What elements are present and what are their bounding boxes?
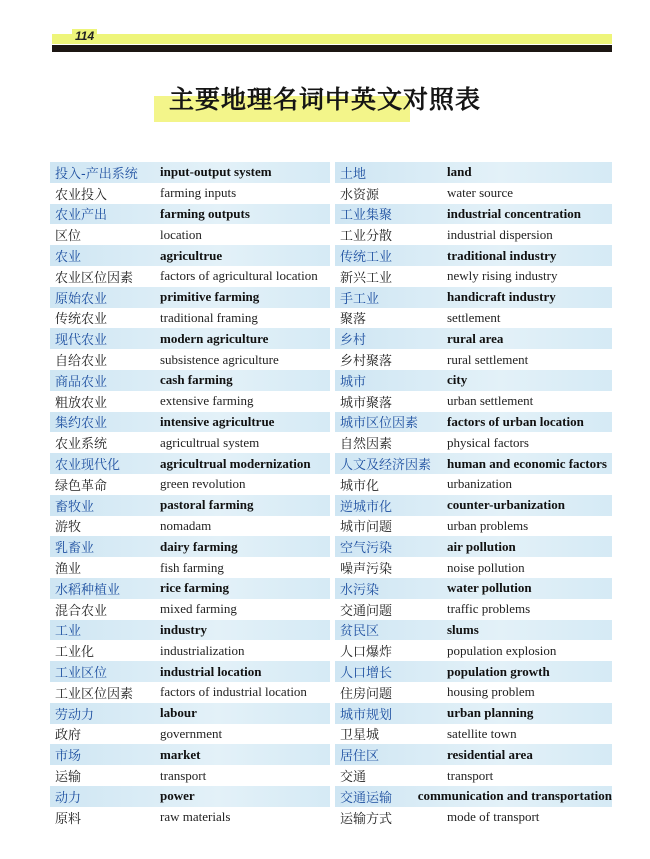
term-chinese: 噪声污染 (340, 562, 393, 578)
term-english: urban problems (447, 517, 529, 533)
term-chinese: 粗放农业 (55, 395, 108, 411)
term-english: industrial dispersion (447, 226, 553, 242)
term-english: raw materials (160, 809, 231, 825)
term-chinese: 城市规划 (340, 707, 393, 723)
glossary-row (335, 661, 612, 682)
term-chinese: 集约农业 (55, 416, 108, 432)
term-chinese: 原始农业 (55, 291, 108, 307)
glossary-row (335, 183, 612, 204)
term-english: transport (160, 767, 207, 783)
term-english: satellite town (447, 725, 517, 741)
glossary-row (50, 661, 330, 682)
term-english: air pollution (447, 538, 516, 554)
term-chinese: 劳动力 (55, 707, 95, 723)
glossary-row (50, 786, 330, 807)
term-chinese: 游牧 (55, 520, 82, 536)
term-chinese: 工业区位因素 (55, 686, 134, 702)
term-chinese: 聚落 (340, 312, 367, 328)
term-english: market (160, 746, 201, 762)
term-english: land (447, 164, 472, 180)
term-chinese: 水稻种植业 (55, 582, 121, 598)
term-chinese: 政府 (55, 728, 82, 744)
term-english: population growth (447, 663, 550, 679)
glossary-row (335, 162, 612, 183)
term-chinese: 农业产出 (55, 208, 108, 224)
glossary-row (335, 744, 612, 765)
glossary-row (335, 370, 612, 391)
glossary-row (50, 682, 330, 703)
term-english: water source (447, 185, 514, 201)
glossary-row (50, 640, 330, 661)
term-english: location (160, 226, 202, 242)
glossary-row (50, 599, 330, 620)
term-chinese: 畜牧业 (55, 499, 95, 515)
header-black-rule (52, 45, 612, 52)
glossary-row (335, 474, 612, 495)
glossary-row (335, 536, 612, 557)
term-chinese: 乡村 (340, 333, 367, 349)
term-english: water pollution (447, 580, 532, 596)
term-chinese: 住房问题 (340, 686, 393, 702)
term-chinese: 水资源 (340, 187, 380, 203)
term-chinese: 农业现代化 (55, 458, 121, 474)
term-english: traditional industry (447, 247, 557, 263)
glossary-row (50, 516, 330, 537)
term-english: labour (160, 705, 197, 721)
term-english: population explosion (447, 642, 557, 658)
glossary-row (50, 370, 330, 391)
term-chinese: 手工业 (340, 291, 380, 307)
term-chinese: 工业化 (55, 645, 95, 661)
term-english: newly rising industry (447, 268, 558, 284)
term-english: factors of agricultural location (160, 268, 318, 284)
term-english: handicraft industry (447, 289, 556, 305)
term-english: agricultrual system (160, 434, 260, 450)
term-english: rice farming (160, 580, 229, 596)
glossary-row (335, 640, 612, 661)
term-chinese: 投入-产出系统 (55, 166, 138, 182)
term-chinese: 自然因素 (340, 437, 393, 453)
term-chinese: 交通 (340, 770, 367, 785)
term-english: transport (447, 767, 494, 783)
glossary-row (50, 453, 330, 474)
glossary-row (50, 162, 330, 183)
glossary-row (50, 474, 330, 495)
term-chinese: 人文及经济因素 (340, 458, 432, 474)
glossary-row (50, 724, 330, 745)
term-english: physical factors (447, 434, 529, 450)
glossary-row (335, 328, 612, 349)
term-chinese: 城市聚落 (340, 395, 393, 411)
term-english: city (447, 372, 468, 388)
term-chinese: 混合农业 (55, 603, 108, 619)
glossary-row (50, 391, 330, 412)
glossary-row (335, 224, 612, 245)
glossary-row (50, 266, 330, 287)
glossary-row (335, 204, 612, 225)
page-title: 主要地理名词中英文对照表 (168, 85, 481, 114)
glossary-row (50, 807, 330, 828)
glossary-row (50, 204, 330, 225)
term-chinese: 工业集聚 (340, 208, 393, 224)
glossary-row (335, 599, 612, 620)
term-chinese: 农业区位因素 (55, 270, 134, 286)
glossary-left-column (50, 162, 330, 828)
term-english: agricultrual modernization (160, 455, 311, 471)
term-chinese: 乡村聚落 (340, 354, 393, 370)
glossary-row (335, 682, 612, 703)
term-english: human and economic factors (447, 455, 607, 471)
glossary-row (50, 620, 330, 641)
glossary-row (335, 308, 612, 329)
term-english: dairy farming (160, 538, 238, 554)
term-english: government (160, 725, 223, 741)
term-english: industry (160, 621, 207, 637)
term-english: urbanization (447, 476, 512, 492)
glossary-row (335, 703, 612, 724)
term-english: slums (447, 621, 479, 637)
term-chinese: 市场 (55, 749, 82, 765)
term-english: input-output system (160, 164, 272, 180)
term-chinese: 区位 (55, 229, 82, 245)
term-chinese: 城市 (340, 374, 367, 390)
glossary-right-column (335, 162, 612, 828)
term-english: urban planning (447, 705, 534, 721)
term-chinese: 逆城市化 (340, 499, 393, 515)
term-english: noise pollution (447, 559, 525, 575)
term-chinese: 人口增长 (340, 666, 393, 682)
glossary-row (50, 349, 330, 370)
term-english: extensive farming (160, 393, 254, 409)
glossary-row (50, 287, 330, 308)
term-english: industrial concentration (447, 205, 581, 221)
page-number: 114 (72, 29, 97, 43)
glossary-row (335, 432, 612, 453)
term-english: mixed farming (160, 601, 237, 617)
term-english: industrialization (160, 642, 245, 658)
term-english: agricultrue (160, 247, 223, 263)
glossary-row (335, 266, 612, 287)
glossary-row (335, 516, 612, 537)
glossary-row (50, 578, 330, 599)
term-english: urban settlement (447, 393, 534, 409)
glossary-row (50, 536, 330, 557)
term-english: farming inputs (160, 185, 237, 201)
glossary-row (335, 412, 612, 433)
term-english: subsistence agriculture (160, 351, 279, 367)
term-chinese: 自给农业 (55, 354, 108, 370)
term-chinese: 动力 (55, 790, 82, 806)
glossary-row (335, 287, 612, 308)
term-chinese: 土地 (340, 166, 367, 182)
term-english: factors of industrial location (160, 684, 307, 700)
glossary-row (335, 807, 612, 828)
term-english: residential area (447, 746, 533, 762)
term-chinese: 卫星城 (340, 728, 380, 744)
glossary-row (335, 349, 612, 370)
term-english: traffic problems (447, 601, 531, 617)
term-english: nomadam (160, 517, 212, 533)
glossary-row (50, 224, 330, 245)
term-chinese: 乳畜业 (55, 541, 95, 557)
glossary-row (50, 557, 330, 578)
glossary-row (335, 620, 612, 641)
glossary-row (50, 495, 330, 516)
term-chinese: 农业系统 (55, 437, 108, 453)
term-english: power (160, 788, 195, 804)
glossary-row (50, 703, 330, 724)
glossary-row (335, 578, 612, 599)
glossary-row (335, 724, 612, 745)
term-chinese: 原料 (55, 811, 82, 827)
glossary-row (50, 245, 330, 266)
term-chinese: 交通运输 (340, 790, 393, 806)
term-chinese: 城市化 (340, 478, 380, 494)
glossary-row (335, 786, 612, 807)
term-english: rural area (447, 330, 504, 346)
glossary-row (335, 495, 612, 516)
term-chinese: 传统工业 (340, 250, 393, 266)
term-english: primitive farming (160, 289, 260, 305)
term-chinese: 城市区位因素 (340, 416, 419, 432)
term-chinese: 人口爆炸 (340, 645, 393, 661)
glossary-row (335, 765, 612, 786)
glossary-row (335, 245, 612, 266)
glossary-row (50, 744, 330, 765)
term-chinese: 新兴工业 (340, 270, 393, 286)
term-chinese: 贫民区 (340, 624, 380, 640)
term-english: modern agriculture (160, 330, 269, 346)
glossary-row (335, 557, 612, 578)
term-english: traditional framing (160, 309, 258, 325)
term-english: intensive agricultrue (160, 413, 275, 429)
term-english: factors of urban location (447, 413, 584, 429)
term-chinese: 农业 (55, 250, 82, 266)
term-chinese: 空气污染 (340, 541, 393, 557)
term-chinese: 居住区 (340, 749, 380, 765)
glossary-row (50, 183, 330, 204)
term-english: cash farming (160, 372, 233, 388)
term-english: industrial location (160, 663, 262, 679)
term-chinese: 工业分散 (340, 229, 393, 245)
term-chinese: 商品农业 (55, 374, 108, 390)
term-chinese: 城市问题 (340, 520, 393, 536)
term-chinese: 传统农业 (55, 312, 108, 328)
glossary-row (335, 391, 612, 412)
term-english: communication and transportation (417, 788, 612, 804)
glossary-row (50, 432, 330, 453)
glossary-row (50, 412, 330, 433)
term-chinese: 运输 (55, 770, 82, 785)
term-chinese: 交通问题 (340, 603, 393, 619)
term-chinese: 水污染 (340, 582, 380, 598)
term-english: farming outputs (160, 205, 250, 221)
term-english: counter-urbanization (447, 497, 565, 513)
term-chinese: 现代农业 (55, 333, 108, 349)
term-chinese: 绿色革命 (55, 478, 108, 494)
glossary-row (50, 308, 330, 329)
term-chinese: 工业 (55, 624, 82, 640)
term-chinese: 工业区位 (55, 666, 108, 682)
term-english: pastoral farming (160, 497, 254, 513)
term-english: housing problem (447, 684, 535, 700)
glossary-row (50, 328, 330, 349)
glossary-row (50, 765, 330, 786)
term-english: green revolution (160, 476, 246, 492)
term-english: settlement (447, 309, 501, 325)
glossary-row (335, 453, 612, 474)
term-chinese: 运输方式 (340, 811, 393, 827)
term-chinese: 农业投入 (55, 187, 108, 203)
term-english: rural settlement (447, 351, 529, 367)
term-english: mode of transport (447, 809, 540, 825)
header-yellow-bar (52, 34, 612, 44)
term-chinese: 渔业 (55, 562, 82, 578)
term-english: fish farming (160, 559, 224, 575)
